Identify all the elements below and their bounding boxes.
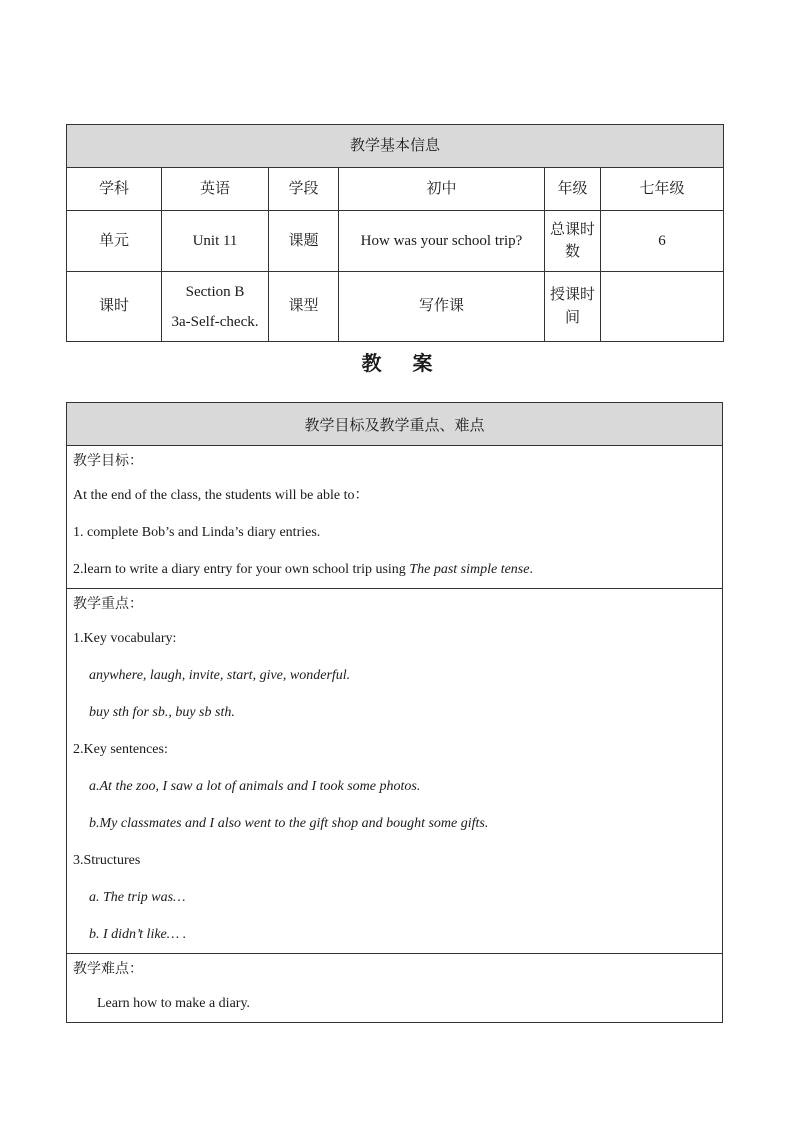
period-value: [162, 272, 269, 342]
subject-label: 学科: [67, 168, 162, 211]
structure-1: a. The trip was…: [89, 890, 186, 905]
period-label: 课时: [67, 272, 162, 342]
unit-value: Unit 11: [162, 211, 269, 272]
structures-label: 3.Structures: [73, 853, 141, 868]
objective-item-1: 1. complete Bob’s and Linda’s diary entries.: [73, 525, 321, 540]
objective-item-2-text: 2.learn to write a diary entry for your own school trip using: [73, 562, 410, 577]
grade-label: 年级: [545, 168, 601, 211]
structure-2: b. I didn’t like… .: [89, 927, 187, 942]
key-vocabulary-1: anywhere, laugh, invite, start, give, wonderful.: [89, 668, 351, 683]
objectives-section: [67, 446, 723, 589]
grade-value: 七年级: [601, 168, 724, 211]
period-value-line1: Section B: [185, 283, 245, 300]
objective-item-2-end: .: [529, 562, 533, 577]
total-periods-label: 总课时数: [545, 211, 601, 272]
objectives-intro: At the end of the class, the students will be able to：: [73, 488, 369, 503]
key-points-section: [67, 589, 723, 954]
lesson-plan-table: [66, 402, 723, 1023]
lesson-type-label: 课型: [269, 272, 339, 342]
unit-label: 单元: [67, 211, 162, 272]
basic-info-table: [66, 124, 724, 342]
teaching-time-value: [601, 272, 724, 342]
subject-value: 英语: [162, 168, 269, 211]
objective-item-2-emphasis: The past simple tense: [409, 562, 530, 577]
plan-table-header: 教学目标及教学重点、难点: [67, 403, 723, 446]
key-sentence-2: b.My classmates and I also went to the gift shop and bought some gifts.: [89, 816, 489, 831]
key-vocabulary-2: buy sth for sb., buy sb sth.: [89, 705, 235, 720]
lesson-type-value: 写作课: [339, 272, 545, 342]
stage-value: 初中: [339, 168, 545, 211]
key-sentence-1: a.At the zoo, I saw a lot of animals and I took some photos.: [89, 779, 421, 794]
topic-label: 课题: [269, 211, 339, 272]
info-table-header: 教学基本信息: [67, 125, 724, 168]
lesson-plan-title: 教 案: [361, 351, 445, 375]
topic-value: How was your school trip?: [339, 211, 545, 272]
difficulty-item: Learn how to make a diary.: [97, 996, 251, 1011]
key-sentences-label: 2.Key sentences:: [73, 742, 168, 757]
key-vocabulary-label: 1.Key vocabulary:: [73, 631, 177, 646]
stage-label: 学段: [269, 168, 339, 211]
total-periods-value: 6: [601, 211, 724, 272]
difficulties-section: [67, 954, 723, 1023]
difficulties-label: 教学难点：: [73, 962, 143, 977]
period-value-line2: 3a-Self-check.: [171, 313, 259, 330]
key-points-label: 教学重点：: [73, 597, 143, 612]
objective-item-2: [73, 551, 716, 588]
teaching-time-label: 授课时间: [545, 272, 601, 342]
objectives-label: 教学目标：: [73, 454, 143, 469]
